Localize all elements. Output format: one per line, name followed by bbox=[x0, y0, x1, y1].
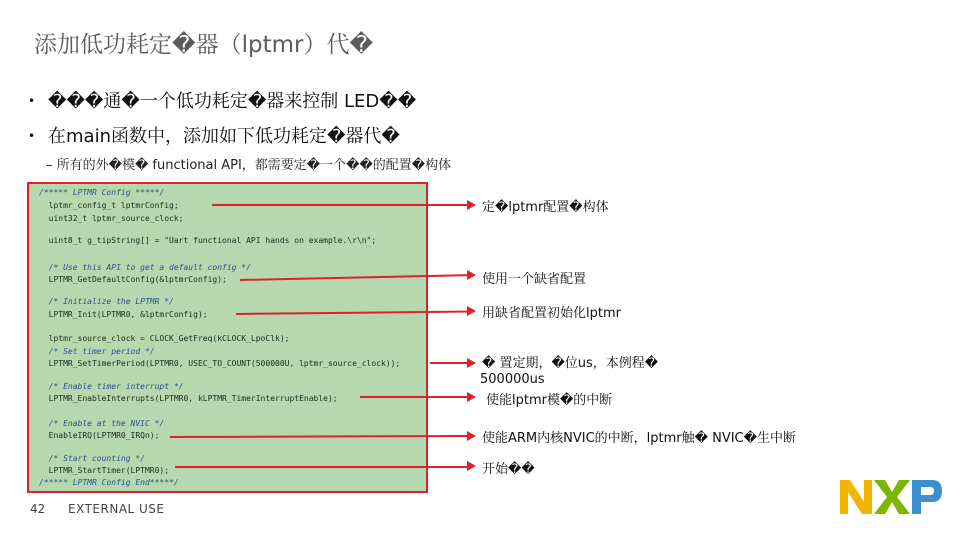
code-line-0: /***** LPTMR Config *****/ bbox=[39, 188, 165, 197]
code-line-9: /* Initialize the LPTMR */ bbox=[39, 297, 174, 306]
code-line-1: lptmr_config_t lptmrConfig; bbox=[39, 201, 179, 210]
annotation-note: 使能lptmr模�的中断 bbox=[486, 393, 613, 408]
annotation-note: 定�lptmr配置�构体 bbox=[482, 200, 609, 215]
annotation-note: 开始�� bbox=[482, 462, 535, 477]
bullet-dot-icon: • bbox=[28, 94, 36, 108]
arrow-right-icon bbox=[467, 392, 476, 402]
code-line-2: uint32_t lptmr_source_clock; bbox=[39, 214, 184, 223]
code-line-7: LPTMR_GetDefaultConfig(&lptmrConfig); bbox=[39, 275, 227, 284]
code-line-21: /* Start counting */ bbox=[39, 454, 145, 463]
annotation-arrow-line bbox=[212, 204, 469, 206]
code-line-15: /* Enable timer interrupt */ bbox=[39, 382, 184, 391]
annotation-arrow-line bbox=[175, 466, 470, 468]
annotation-arrow-line bbox=[360, 396, 470, 398]
code-line-14: LPTMR_SetTimerPeriod(LPTMR0, USEC_TO_COUNT(500000U, lptmr_source_clock)); bbox=[39, 359, 401, 368]
code-line-6: /* Use this API to get a default config */ bbox=[39, 263, 251, 272]
code-line-16: LPTMR_EnableInterrupts(LPTMR0, kLPTMR_TimerInterruptEnable); bbox=[39, 394, 338, 403]
footer-label: EXTERNAL USE bbox=[68, 502, 165, 516]
bullet-text: 在main函数中，添加如下低功耗定�器代� bbox=[48, 126, 400, 147]
code-block bbox=[27, 182, 428, 493]
bullet-item-2 bbox=[28, 122, 400, 148]
code-line-10: LPTMR_Init(LPTMR0, &lptmrConfig); bbox=[39, 310, 208, 319]
arrow-right-icon bbox=[467, 461, 476, 471]
arrow-right-icon bbox=[467, 270, 476, 280]
arrow-right-icon bbox=[467, 306, 476, 316]
bullet-dot-icon: • bbox=[28, 129, 36, 143]
annotation-arrow-line bbox=[430, 362, 470, 364]
bullet-item-1 bbox=[28, 87, 416, 113]
arrow-right-icon bbox=[467, 431, 476, 441]
code-line-18: /* Enable at the NVIC */ bbox=[39, 419, 165, 428]
page-number: 42 bbox=[30, 502, 46, 516]
code-line-22: LPTMR_StartTimer(LPTMR0); bbox=[39, 466, 170, 475]
nxp-logo-icon bbox=[838, 476, 944, 518]
annotation-note: � 置定期，�位us，本例程� bbox=[482, 356, 659, 371]
annotation-note: 使能ARM内核NVIC的中断，lptmr触� NVIC�生中断 bbox=[482, 431, 796, 446]
arrow-right-icon bbox=[467, 200, 476, 210]
page-title: 添加低功耗定�器（lptmr）代� bbox=[34, 32, 374, 58]
code-line-19: EnableIRQ(LPTMR0_IRQn); bbox=[39, 431, 160, 440]
annotation-note: 500000us bbox=[480, 372, 545, 387]
sub-bullet: – 所有的外�模� functional API，都需要定�一个��的配置�构体 bbox=[46, 158, 452, 173]
code-line-13: /* Set timer period */ bbox=[39, 347, 155, 356]
nxp-logo bbox=[838, 476, 944, 522]
arrow-right-icon bbox=[467, 358, 476, 368]
annotation-note: 用缺省配置初始化lptmr bbox=[482, 306, 621, 321]
code-line-12: lptmr_source_clock = CLOCK_GetFreq(kCLOCK_LpoClk); bbox=[39, 334, 290, 343]
annotation-note: 使用一个缺省配置 bbox=[482, 272, 587, 287]
code-line-23: /***** LPTMR Config End*****/ bbox=[39, 478, 179, 487]
code-line-4: uint8_t g_tipString[] = "Uart functional API hands on example.\r\n"; bbox=[39, 236, 377, 245]
bullet-text: ���通�一个低功耗定�器来控制 LED�� bbox=[48, 91, 417, 112]
